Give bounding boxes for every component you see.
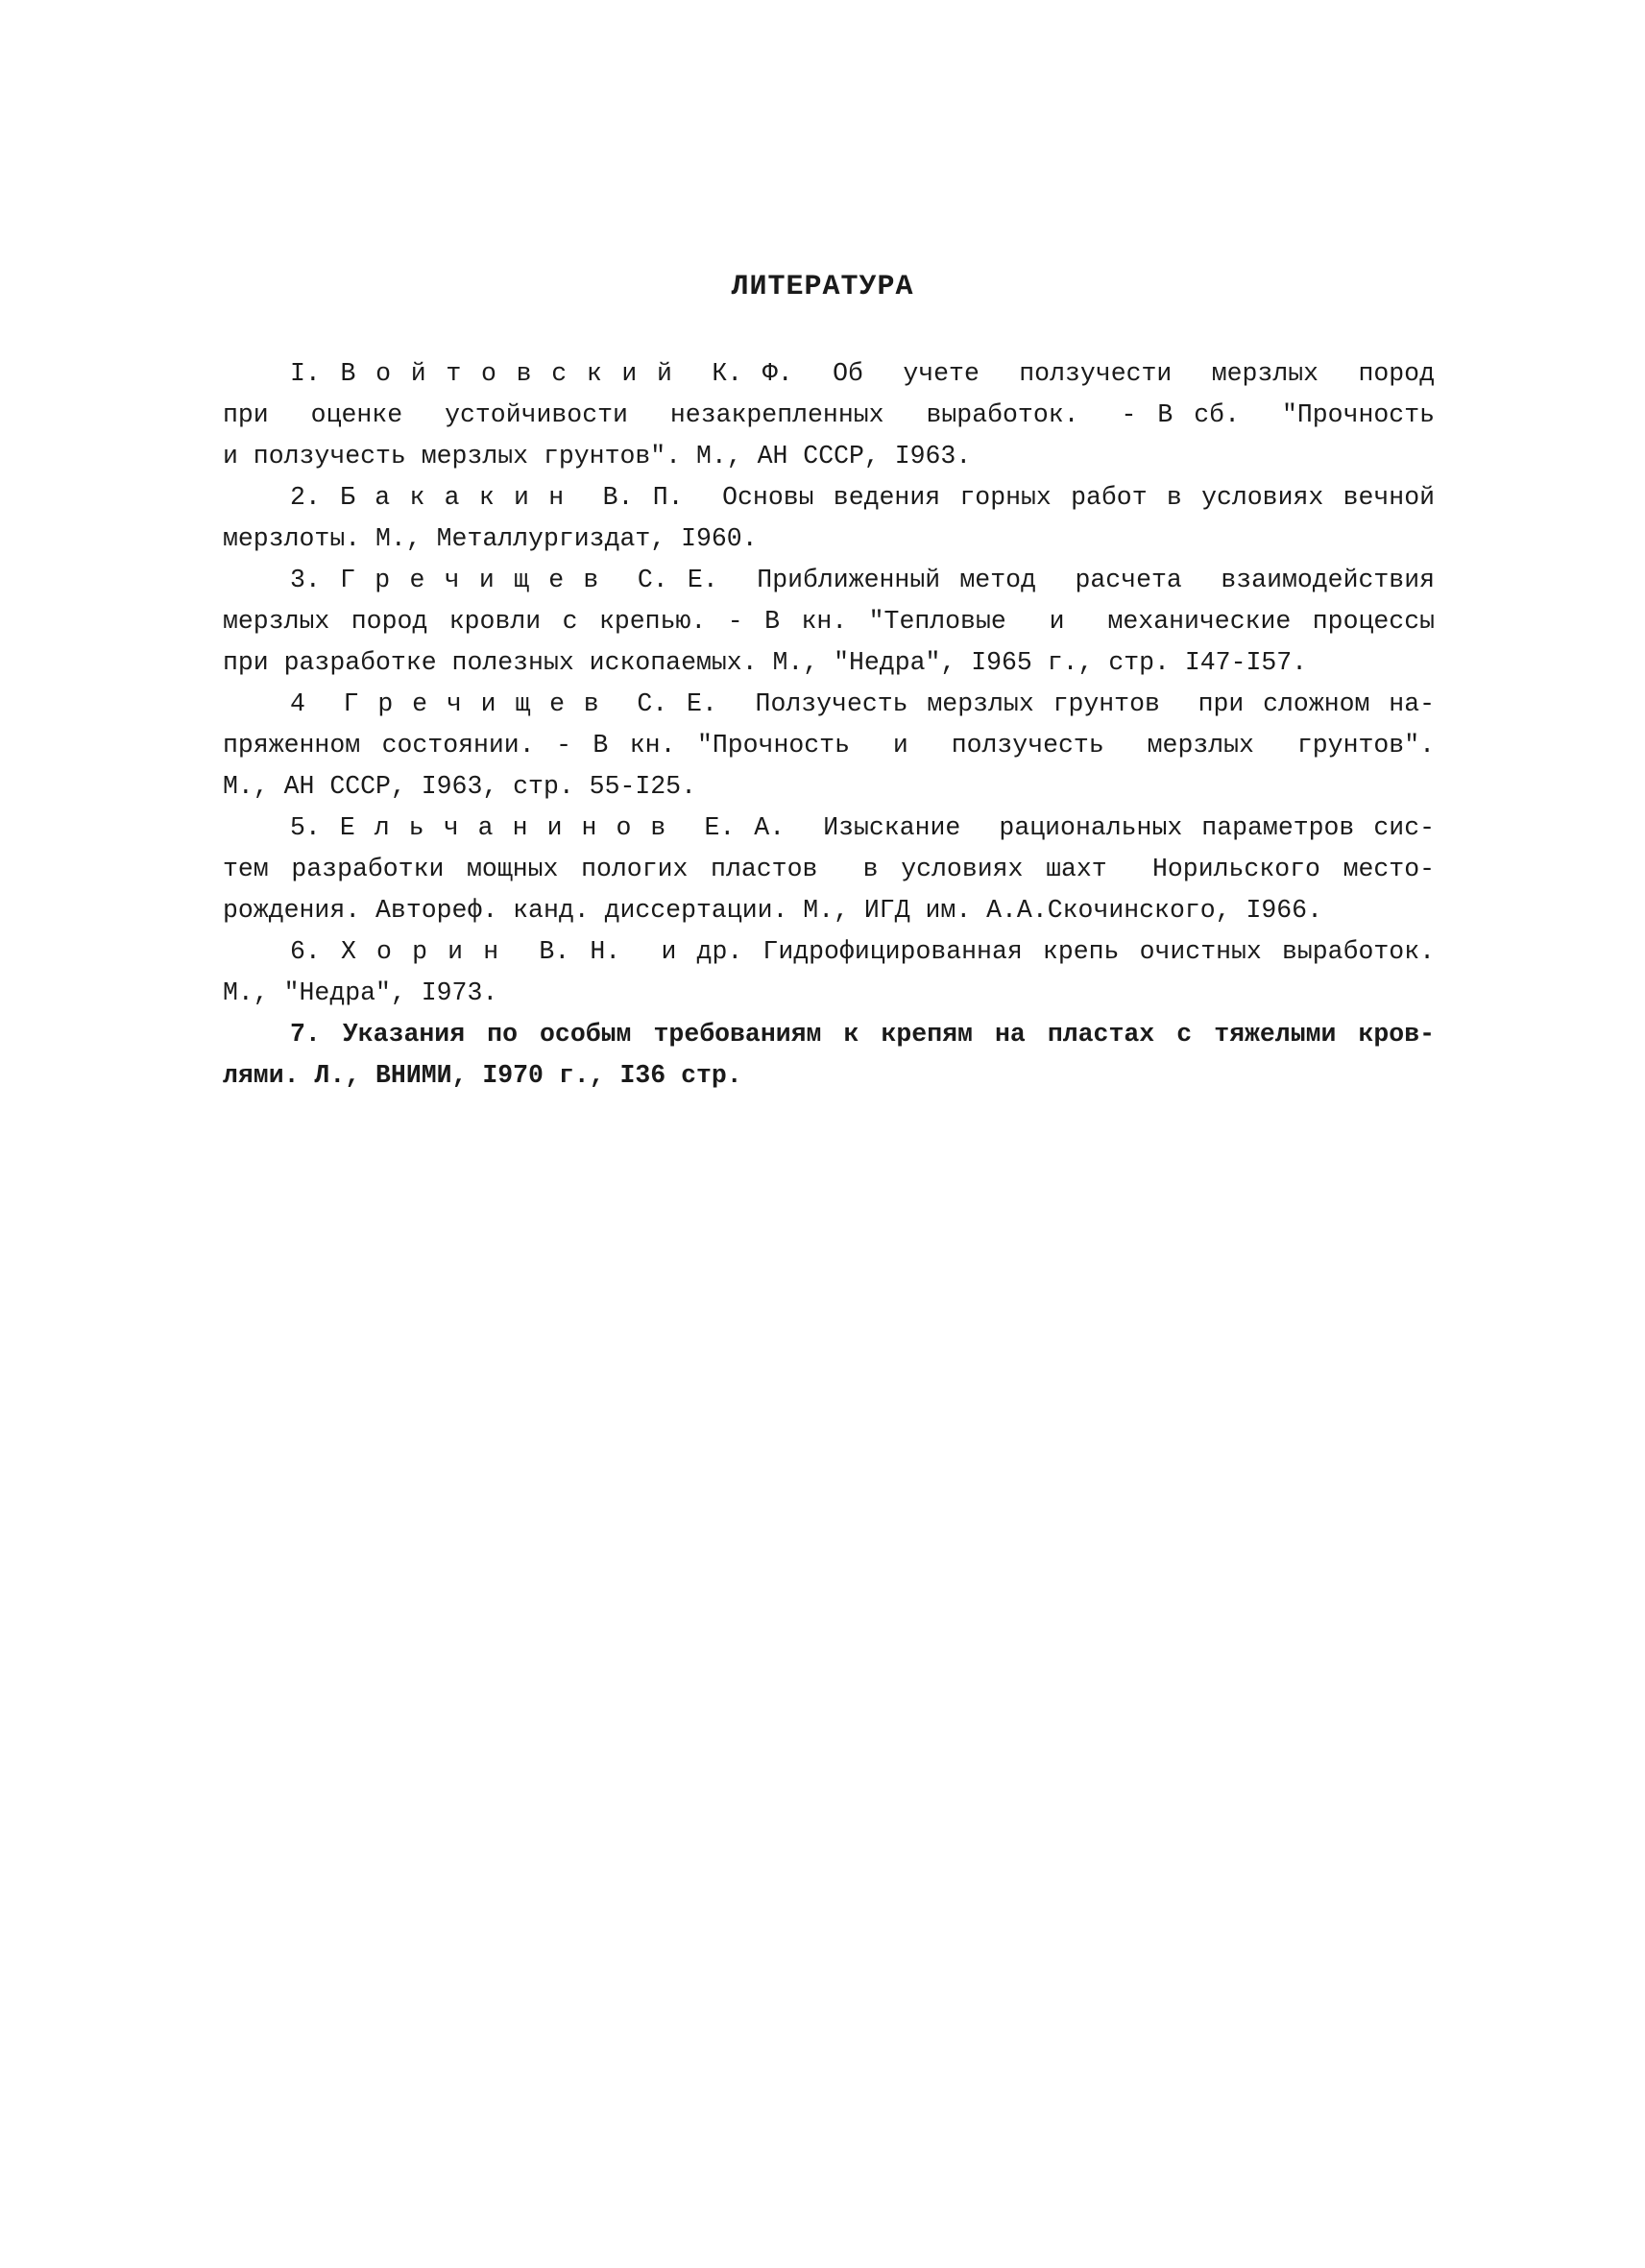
reference-line: лями. Л., ВНИМИ, I970 г., I36 стр.	[223, 1061, 742, 1090]
reference-line: I. В о й т о в с к и й К. Ф. Об учете ползучести мерзлых пород	[290, 359, 1435, 388]
reference-item	[223, 808, 1435, 931]
reference-line: М., "Недра", I973.	[223, 978, 498, 1007]
reference-line: М., АН СССР, I963, стр. 55-I25.	[223, 772, 696, 801]
reference-line: мерзлых пород кровли с крепью. - В кн. "Тепловые и механические процессы	[223, 607, 1435, 636]
reference-list	[223, 353, 1435, 1097]
reference-item	[223, 931, 1435, 1014]
reference-line: 2. Б а к а к и н В. П. Основы ведения горных работ в условиях вечной	[290, 483, 1435, 512]
reference-item	[223, 477, 1435, 560]
reference-item	[223, 353, 1435, 477]
reference-line: мерзлоты. М., Металлургиздат, I960.	[223, 524, 758, 553]
reference-line: 4 Г р е ч и щ е в С. Е. Ползучесть мерзлых грунтов при сложном на-	[290, 689, 1435, 718]
reference-line: и ползучесть мерзлых грунтов". М., АН СССР, I963.	[223, 442, 972, 470]
reference-line: 6. Х о р и н В. Н. и др. Гидрофицированная крепь очистных выработок.	[290, 937, 1435, 966]
reference-item	[223, 560, 1435, 684]
reference-item	[223, 684, 1435, 808]
reference-item	[223, 1014, 1435, 1097]
reference-line: тем разработки мощных пологих пластов в условиях шахт Норильского место-	[223, 855, 1435, 883]
reference-line: 5. Е л ь ч а н и н о в Е. А. Изыскание рациональных параметров сис-	[290, 813, 1435, 842]
page-title: ЛИТЕРАТУРА	[731, 271, 914, 303]
reference-line: 3. Г р е ч и щ е в С. Е. Приближенный метод расчета взаимодействия	[290, 566, 1435, 594]
reference-line: пряженном состоянии. - В кн. "Прочность и ползучесть мерзлых грунтов".	[223, 731, 1435, 760]
reference-line: 7. Указания по особым требованиям к крепям на пластах с тяжелыми кров-	[290, 1020, 1435, 1049]
reference-line: рождения. Автореф. канд. диссертации. М., ИГД им. А.А.Скочинского, I966.	[223, 896, 1322, 925]
reference-line: при оценке устойчивости незакрепленных выработок. - В сб. "Прочность	[223, 400, 1435, 429]
reference-line: при разработке полезных ископаемых. М., "Недра", I965 г., стр. I47-I57.	[223, 648, 1308, 677]
